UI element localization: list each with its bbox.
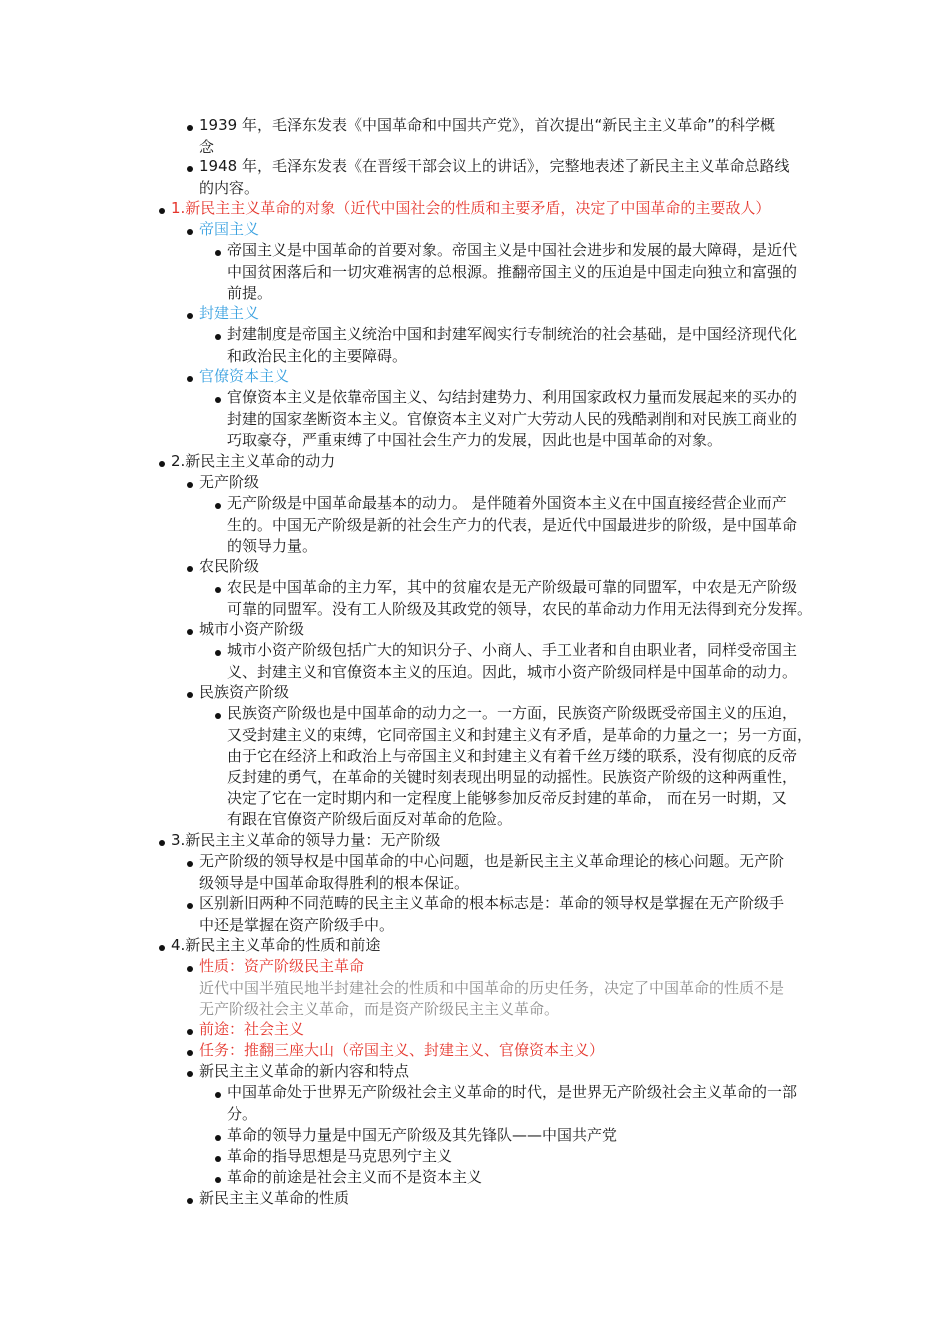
bullet-icon xyxy=(187,566,193,572)
bullet-icon xyxy=(215,397,221,403)
bullet-icon xyxy=(187,966,193,972)
proletariat-text-1: 无产阶级是中国革命最基本的动力。 是伴随着外国资本主义在中国直接经营企业而产 xyxy=(227,494,787,512)
bullet-icon xyxy=(187,692,193,698)
bullet-icon xyxy=(215,587,221,593)
bullet-icon xyxy=(215,1177,221,1183)
bullet-icon xyxy=(187,903,193,909)
bullet-icon xyxy=(187,376,193,382)
bullet-icon xyxy=(215,1092,221,1098)
bullet-icon xyxy=(187,313,193,319)
peasants-text-2: 可靠的同盟军。没有工人阶级及其政党的领导，农民的革命动力作用无法得到充分发挥。 xyxy=(227,600,813,618)
feature-3: 革命的指导思想是马克思列宁主义 xyxy=(227,1147,453,1165)
bullet-icon xyxy=(215,503,221,509)
bullet-icon xyxy=(215,334,221,340)
bullet-icon xyxy=(187,482,193,488)
bureaucrat-capitalism-text-1: 官僚资本主义是依靠帝国主义、勾结封建势力、利用国家政权力量而发展起来的买办的 xyxy=(227,388,798,406)
national-bourgeoisie-text-6: 有跟在官僚资产阶级后面反对革命的危险。 xyxy=(227,810,513,828)
feature-1-line-2: 分。 xyxy=(227,1105,258,1123)
bullet-icon xyxy=(159,840,165,846)
bullet-icon xyxy=(187,1198,193,1204)
bullet-icon xyxy=(187,1050,193,1056)
bullet-icon xyxy=(187,166,193,172)
bullet-icon xyxy=(187,229,193,235)
national-bourgeoisie-text-4: 反封建的勇气，在革命的关键时刻表现出明显的动摇性。民族资产阶级的这种两重性， xyxy=(227,768,798,786)
intro-1939-line-1: 1939 年，毛泽东发表《中国革命和中国共产党》，首次提出“新民主主义革命”的科学概 xyxy=(199,116,775,134)
bullet-icon xyxy=(215,650,221,656)
bullet-icon xyxy=(159,461,165,467)
section-2-title: 2.新民主主义革命的动力 xyxy=(171,452,336,470)
national-bourgeoisie-text-5: 决定了它在一定时期内和一定程度上能够参加反帝反封建的革命， 而在另一时期，又 xyxy=(227,789,787,807)
bullet-icon xyxy=(187,1071,193,1077)
nature-label: 性质：资产阶级民主革命 xyxy=(199,957,365,975)
imperialism-text-2: 中国贫困落后和一切灾难祸害的总根源。推翻帝国主义的压迫是中国走向独立和富强的 xyxy=(227,263,798,281)
peasants-text-1: 农民是中国革命的主力军，其中的贫雇农是无产阶级最可靠的同盟军，中农是无产阶级 xyxy=(227,578,798,596)
national-bourgeoisie-text-3: 由于它在经济上和政治上与帝国主义和封建主义有着千丝万缕的联系，没有彻底的反帝 xyxy=(227,747,798,765)
bullet-icon xyxy=(159,945,165,951)
national-bourgeoisie-text-1: 民族资产阶级也是中国革命的动力之一。一方面，民族资产阶级既受帝国主义的压迫， xyxy=(227,704,798,722)
petty-bourgeoisie-label: 城市小资产阶级 xyxy=(199,620,305,638)
proletariat-label: 无产阶级 xyxy=(199,473,260,491)
distinction-text-2: 中还是掌握在资产阶级手中。 xyxy=(199,916,395,934)
national-bourgeoisie-text-2: 又受封建主义的束缚，它同帝国主义和封建主义有矛盾，是革命的力量之一；另一方面， xyxy=(227,726,813,744)
bullet-icon xyxy=(215,1156,221,1162)
leadership-text-1: 无产阶级的领导权是中国革命的中心问题，也是新民主主义革命理论的核心问题。无产阶 xyxy=(199,852,785,870)
feature-1-line-1: 中国革命处于世界无产阶级社会主义革命的时代，是世界无产阶级社会主义革命的一部 xyxy=(227,1083,798,1101)
section-4-title: 4.新民主主义革命的性质和前途 xyxy=(171,936,381,954)
feudalism-text-1: 封建制度是帝国主义统治中国和封建军阀实行专制统治的社会基础，是中国经济现代化 xyxy=(227,325,798,343)
bullet-icon xyxy=(187,629,193,635)
feature-2: 革命的领导力量是中国无产阶级及其先锋队——中国共产党 xyxy=(227,1126,618,1144)
task-label: 任务：推翻三座大山（帝国主义、封建主义、官僚资本主义） xyxy=(199,1041,605,1059)
imperialism-label: 帝国主义 xyxy=(199,220,260,238)
bureaucrat-capitalism-label: 官僚资本主义 xyxy=(199,367,290,385)
feature-4: 革命的前途是社会主义而不是资本主义 xyxy=(227,1168,483,1186)
intro-1948-line-1: 1948 年，毛泽东发表《在晋绥干部会议上的讲话》，完整地表述了新民主主义革命总路线 xyxy=(199,157,790,175)
petty-bourgeoisie-text-1: 城市小资产阶级包括广大的知识分子、小商人、手工业者和自由职业者，同样受帝国主 xyxy=(227,641,798,659)
proletariat-text-3: 的领导力量。 xyxy=(227,537,318,555)
bullet-icon xyxy=(187,861,193,867)
feudalism-label: 封建主义 xyxy=(199,304,260,322)
national-bourgeoisie-label: 民族资产阶级 xyxy=(199,683,290,701)
nature-note-2: 无产阶级社会主义革命，而是资产阶级民主主义革命。 xyxy=(199,1000,560,1018)
imperialism-text-1: 帝国主义是中国革命的首要对象。帝国主义是中国社会进步和发展的最大障碍，是近代 xyxy=(227,241,798,259)
leadership-text-2: 级领导是中国革命取得胜利的根本保证。 xyxy=(199,874,470,892)
section-1-title: 1.新民主主义革命的对象（近代中国社会的性质和主要矛盾，决定了中国革命的主要敌人） xyxy=(171,199,771,217)
bullet-icon xyxy=(215,1135,221,1141)
nature-note-1: 近代中国半殖民地半封建社会的性质和中国革命的历史任务，决定了中国革命的性质不是 xyxy=(199,979,785,997)
section-3-title: 3.新民主主义革命的领导力量：无产阶级 xyxy=(171,831,441,849)
bureaucrat-capitalism-text-2: 封建的国家垄断资本主义。官僚资本主义对广大劳动人民的残酷剥削和对民族工商业的 xyxy=(227,410,798,428)
bullet-icon xyxy=(215,250,221,256)
proletariat-text-2: 生的。中国无产阶级是新的社会生产力的代表，是近代中国最进步的阶级，是中国革命 xyxy=(227,516,798,534)
petty-bourgeoisie-text-2: 义、封建主义和官僚资本主义的压迫。因此，城市小资产阶级同样是中国革命的动力。 xyxy=(227,663,798,681)
features-label: 新民主主义革命的新内容和特点 xyxy=(199,1062,410,1080)
imperialism-text-3: 前提。 xyxy=(227,284,273,302)
bureaucrat-capitalism-text-3: 巧取豪夺，严重束缚了中国社会生产力的发展，因此也是中国革命的对象。 xyxy=(227,431,723,449)
bullet-icon xyxy=(215,713,221,719)
bullet-icon xyxy=(187,1029,193,1035)
bullet-icon xyxy=(187,125,193,131)
feudalism-text-2: 和政治民主化的主要障碍。 xyxy=(227,347,408,365)
bullet-icon xyxy=(159,208,165,214)
nature-heading: 新民主主义革命的性质 xyxy=(199,1189,350,1207)
peasants-label: 农民阶级 xyxy=(199,557,260,575)
distinction-text-1: 区别新旧两种不同范畴的民主主义革命的根本标志是：革命的领导权是掌握在无产阶级手 xyxy=(199,894,785,912)
intro-1948-line-2: 的内容。 xyxy=(199,179,260,197)
future-label: 前途：社会主义 xyxy=(199,1020,305,1038)
intro-1939-line-2: 念 xyxy=(199,138,215,156)
